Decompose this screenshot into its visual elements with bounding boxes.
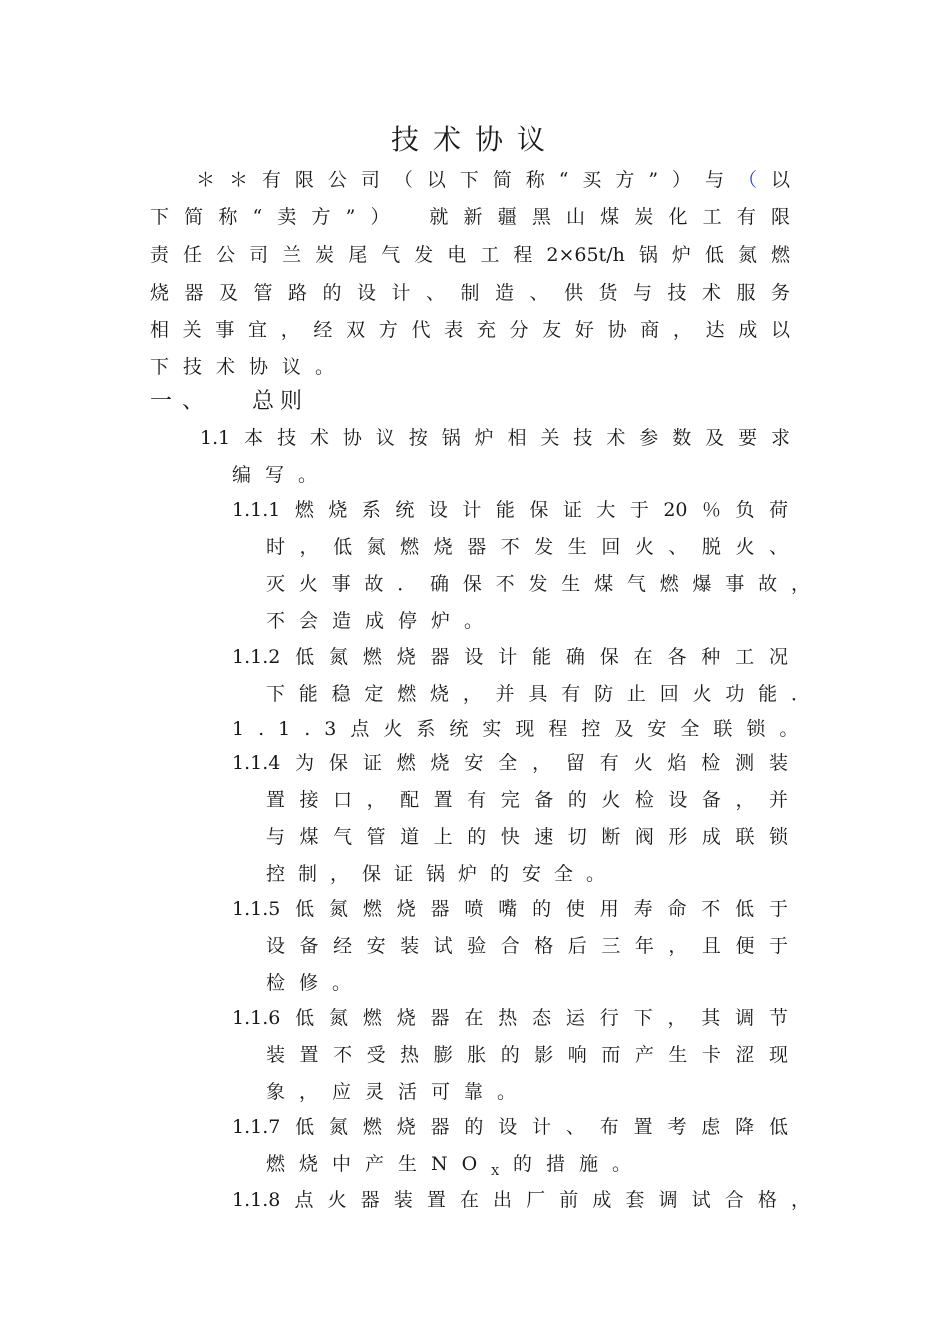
nox-subscript: X bbox=[491, 1164, 514, 1178]
item-1-1-2-line-2: 下能稳定燃烧，并具有防止回火功能． bbox=[266, 683, 810, 705]
intro-line-2: 下简称“卖方”） 就新疆黑山煤炭化工有限 bbox=[150, 206, 790, 228]
item-1-1-4-line-2: 置接口，配置有完备的火检设备，并 bbox=[266, 789, 788, 811]
intro-text: ＊＊有限公司（以下简称“买方”）与 bbox=[196, 169, 738, 191]
document-title: 技术协议 bbox=[390, 123, 559, 156]
intro-line-4: 烧器及管路的设计、制造、供货与技术服务 bbox=[150, 282, 790, 304]
item-1-1-1-line-4: 不会造成停炉。 bbox=[266, 610, 498, 632]
item-1-1-1-line-2: 时，低氮燃烧器不发生回火、脱火、 bbox=[266, 536, 788, 558]
section-title: 总则 bbox=[252, 389, 309, 414]
item-1-1-3-line-1: 1.1.3点火系统实现程控及安全联锁。 bbox=[232, 718, 813, 740]
intro-line-1 bbox=[196, 168, 790, 192]
section-number: 一、 bbox=[150, 389, 215, 414]
item-1-1-4-line-4: 控制，保证锅炉的安全。 bbox=[266, 863, 619, 885]
intro-line-3: 责任公司兰炭尾气发电工程2×65t/h锅炉低氮燃 bbox=[150, 244, 790, 266]
item-1-1-7-line-1: 1.1.7低氮燃烧器的设计、布置考虑降低 bbox=[232, 1116, 788, 1138]
item-1-1-5-line-3: 检修。 bbox=[266, 972, 366, 994]
item-1-1-1-line-1: 1.1.1燃烧系统设计能保证大于20％负荷 bbox=[232, 499, 788, 521]
item-1-1-6-line-1: 1.1.6低氮燃烧器在热态运行下，其调节 bbox=[232, 1007, 788, 1029]
item-1-1-line-1: 1.1本技术协议按锅炉相关技术参数及要求 bbox=[200, 427, 790, 449]
item-1-1-4-line-3: 与煤气管道上的快速切断阀形成联锁 bbox=[266, 826, 788, 848]
section-heading bbox=[150, 389, 308, 415]
intro-line-5: 相关事宜，经双方代表充分友好协商，达成以 bbox=[150, 319, 790, 341]
item-1-1-6-line-2: 装置不受热膨胀的影响而产生卡涩现 bbox=[266, 1044, 788, 1066]
item-1-1-7-text-b: 的措施。 bbox=[513, 1153, 646, 1175]
intro-paren: （ bbox=[738, 169, 771, 191]
item-1-1-5-line-1: 1.1.5低氮燃烧器喷嘴的使用寿命不低于 bbox=[232, 898, 788, 920]
item-1-1-4-line-1: 1.1.4为保证燃烧安全，留有火焰检测装 bbox=[232, 752, 788, 774]
intro-line-6: 下技术协议。 bbox=[150, 356, 349, 378]
intro-end: 以 bbox=[770, 169, 790, 191]
item-1-1-line-2: 编写。 bbox=[232, 464, 332, 486]
item-1-1-1-line-3: 灭火事故．确保不发生煤气燃爆事故， bbox=[266, 573, 810, 595]
item-1-1-5-line-2: 设备经安装试验合格后三年，且便于 bbox=[266, 935, 788, 957]
item-1-1-7-text-a: 燃烧中产生NO bbox=[266, 1153, 492, 1175]
item-1-1-8-line-1: 1.1.8点火器装置在出厂前成套调试合格， bbox=[232, 1189, 810, 1211]
item-1-1-6-line-3: 象，应灵活可靠。 bbox=[266, 1081, 531, 1103]
item-1-1-2-line-1: 1.1.2低氮燃烧器设计能确保在各种工况 bbox=[232, 646, 788, 668]
item-1-1-7-line-2 bbox=[266, 1152, 645, 1184]
